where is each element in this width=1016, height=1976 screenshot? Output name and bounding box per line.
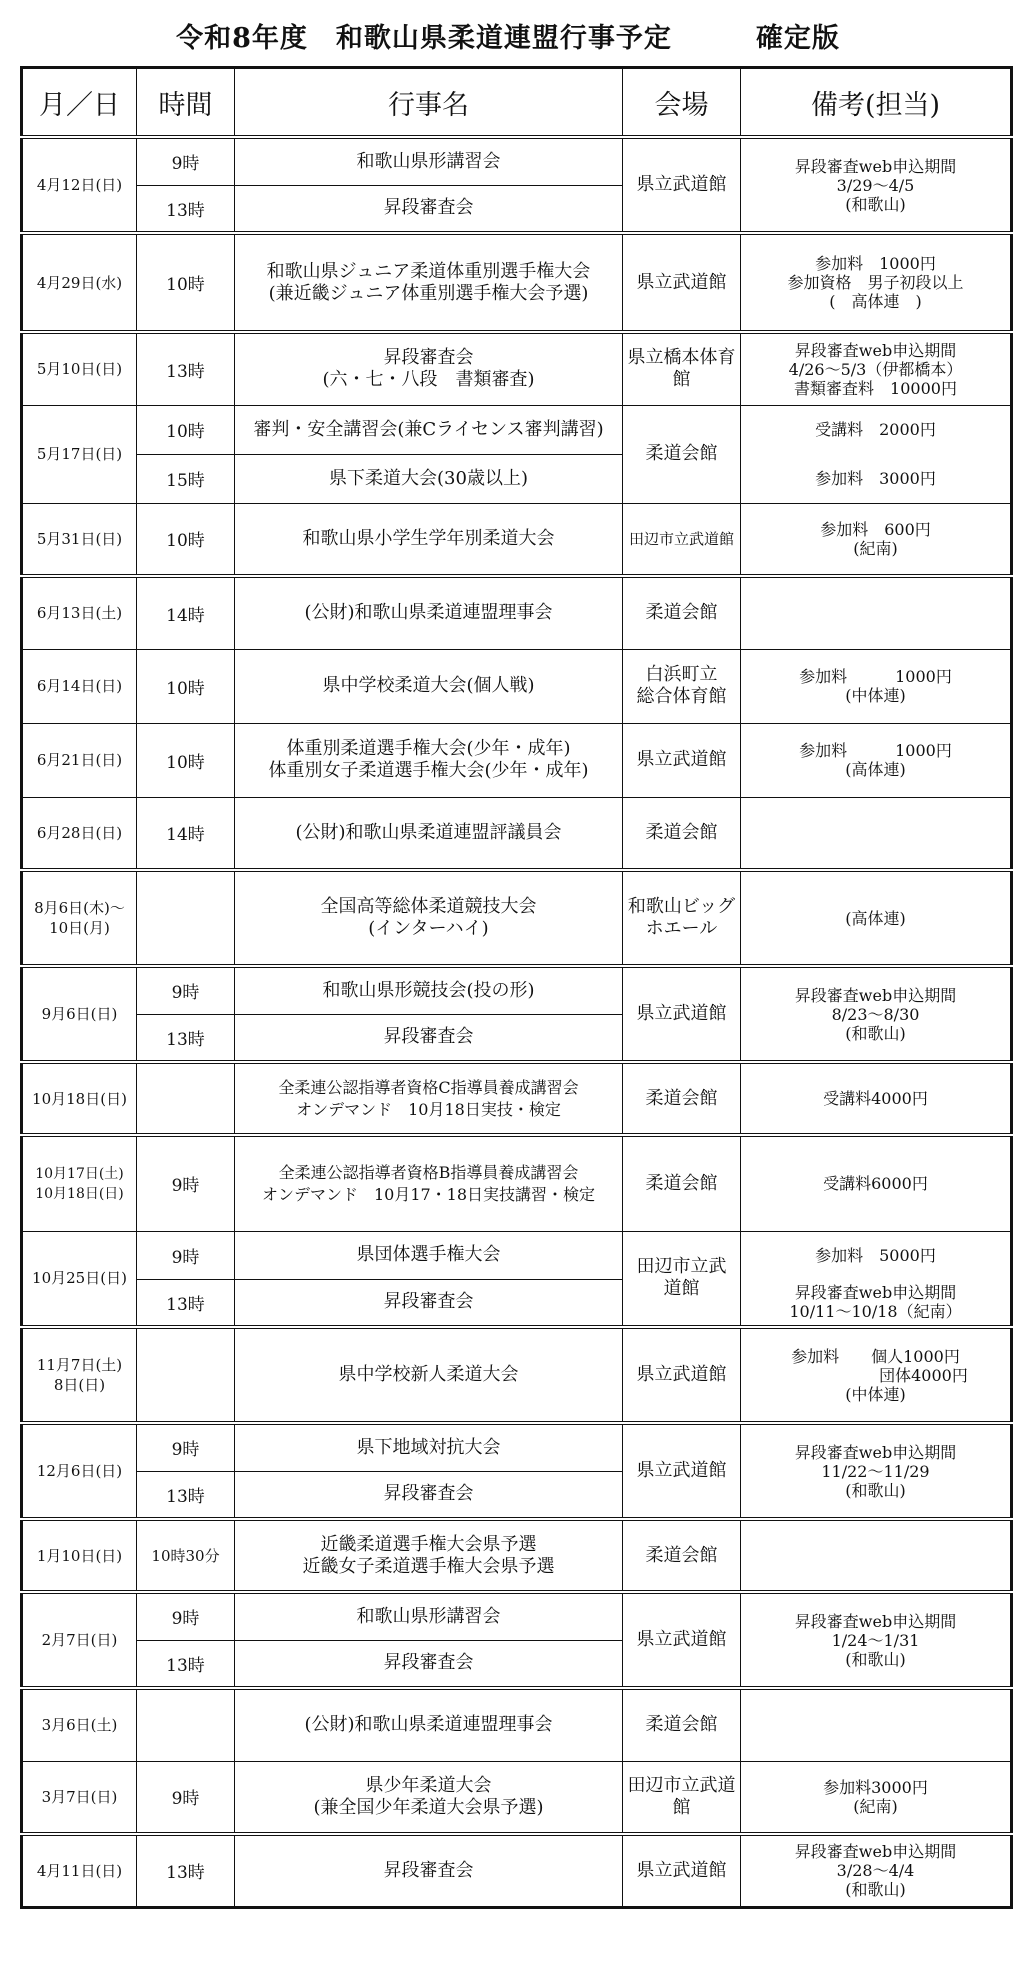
row-event: 昇段審査会	[235, 185, 623, 233]
table-row	[22, 1423, 1012, 1471]
row-venue: 県立武道館	[623, 1327, 741, 1423]
row-venue: 和歌山ビッグ ホエール	[623, 870, 741, 966]
row-event: 体重別柔道選手権大会(少年・成年) 体重別女子柔道選手権大会(少年・成年)	[235, 723, 623, 797]
table-row	[22, 1688, 1012, 1761]
table-row	[22, 797, 1012, 870]
row-venue: 柔道会館	[623, 576, 741, 649]
row-venue: 柔道会館	[623, 1062, 741, 1135]
row-venue: 県立武道館	[623, 233, 741, 332]
row-note: 受講料 2000円	[741, 405, 1012, 454]
row-date: 3月7日(日)	[22, 1761, 137, 1834]
row-note: 参加料 1000円 (中体連)	[741, 649, 1012, 723]
row-venue: 県立武道館	[623, 723, 741, 797]
row-date: 4月29日(水)	[22, 233, 137, 332]
row-note: 受講料4000円	[741, 1062, 1012, 1135]
row-date: 9月6日(日)	[22, 966, 137, 1062]
row-event: 和歌山県小学生学年別柔道大会	[235, 503, 623, 576]
row-time: 13時	[137, 1279, 235, 1327]
table-row	[22, 966, 1012, 1014]
row-note: 参加料 600円 (紀南)	[741, 503, 1012, 576]
row-event: 和歌山県ジュニア柔道体重別選手権大会 (兼近畿ジュニア体重別選手権大会予選)	[235, 233, 623, 332]
row-date: 6月21日(日)	[22, 723, 137, 797]
row-date: 11月7日(土) 8日(日)	[22, 1327, 137, 1423]
page-title: 令和8年度 和歌山県柔道連盟行事予定 確定版	[176, 23, 840, 54]
row-time	[137, 1327, 235, 1423]
header-event: 行事名	[235, 68, 623, 138]
row-time: 13時	[137, 1471, 235, 1519]
row-date: 8月6日(木)～ 10日(月)	[22, 870, 137, 966]
row-time: 9時	[137, 1231, 235, 1279]
row-venue: 柔道会館	[623, 1135, 741, 1231]
table-row	[22, 1761, 1012, 1834]
row-event: 県下柔道大会(30歳以上)	[235, 454, 623, 503]
row-note	[741, 797, 1012, 870]
row-time: 10時	[137, 405, 235, 454]
header-row	[22, 68, 1012, 138]
table-row	[22, 870, 1012, 966]
row-time: 13時	[137, 1834, 235, 1907]
table-row	[22, 1592, 1012, 1640]
row-date: 5月17日(日)	[22, 405, 137, 503]
row-note: 参加料 5000円	[741, 1231, 1012, 1279]
header-note: 備考(担当)	[741, 68, 1012, 138]
row-date: 2月7日(日)	[22, 1592, 137, 1688]
table-row	[22, 1327, 1012, 1423]
table-row	[22, 137, 1012, 185]
table-row	[22, 1062, 1012, 1135]
table-row	[22, 649, 1012, 723]
row-venue: 県立武道館	[623, 966, 741, 1062]
row-venue: 県立武道館	[623, 1423, 741, 1519]
row-time: 10時30分	[137, 1519, 235, 1592]
row-time: 15時	[137, 454, 235, 503]
table-row	[22, 233, 1012, 332]
row-event: (公財)和歌山県柔道連盟理事会	[235, 576, 623, 649]
row-time: 13時	[137, 1014, 235, 1062]
row-note: 参加料3000円 (紀南)	[741, 1761, 1012, 1834]
row-event: 和歌山県形講習会	[235, 1592, 623, 1640]
row-date: 3月6日(土)	[22, 1688, 137, 1761]
table-row	[22, 405, 1012, 454]
row-event: 昇段審査会	[235, 1014, 623, 1062]
row-date: 12月6日(日)	[22, 1423, 137, 1519]
row-note: 参加料 個人1000円 団体4000円 (中体連)	[741, 1327, 1012, 1423]
row-event: 県団体選手権大会	[235, 1231, 623, 1279]
table-row	[22, 454, 1012, 503]
row-time: 10時	[137, 233, 235, 332]
row-event: 県少年柔道大会 (兼全国少年柔道大会県予選)	[235, 1761, 623, 1834]
table-row	[22, 332, 1012, 405]
row-venue: 県立橋本体育 館	[623, 332, 741, 405]
row-time: 10時	[137, 649, 235, 723]
row-event: (公財)和歌山県柔道連盟理事会	[235, 1688, 623, 1761]
row-date: 5月10日(日)	[22, 332, 137, 405]
row-time: 9時	[137, 1592, 235, 1640]
header-date: 月／日	[22, 68, 137, 138]
row-event: 全柔連公認指導者資格B指導員養成講習会 オンデマンド 10月17・18日実技講習・検定	[235, 1135, 623, 1231]
row-time: 9時	[137, 1135, 235, 1231]
row-date: 6月28日(日)	[22, 797, 137, 870]
row-time: 9時	[137, 1761, 235, 1834]
row-venue: 田辺市立武道館	[623, 503, 741, 576]
row-note: 昇段審査web申込期間 10/11～10/18（紀南）	[741, 1279, 1012, 1327]
row-time: 14時	[137, 576, 235, 649]
row-event: 和歌山県形競技会(投の形)	[235, 966, 623, 1014]
row-time: 13時	[137, 332, 235, 405]
row-note	[741, 576, 1012, 649]
row-event: 全国高等総体柔道競技大会 (インターハイ)	[235, 870, 623, 966]
header-venue: 会場	[623, 68, 741, 138]
row-note: 参加料 3000円	[741, 454, 1012, 503]
row-time	[137, 870, 235, 966]
row-time: 9時	[137, 137, 235, 185]
row-note	[741, 1688, 1012, 1761]
row-venue: 白浜町立 総合体育館	[623, 649, 741, 723]
row-venue: 田辺市立武道 館	[623, 1761, 741, 1834]
row-note: 昇段審査web申込期間 1/24～1/31 (和歌山)	[741, 1592, 1012, 1688]
row-note: 昇段審査web申込期間 3/28～4/4 (和歌山)	[741, 1834, 1012, 1907]
table-row	[22, 1279, 1012, 1327]
row-venue: 県立武道館	[623, 1592, 741, 1688]
row-venue: 田辺市立武 道館	[623, 1231, 741, 1327]
row-event: 近畿柔道選手権大会県予選 近畿女子柔道選手権大会県予選	[235, 1519, 623, 1592]
row-event: 昇段審査会	[235, 1640, 623, 1688]
row-note: 受講料6000円	[741, 1135, 1012, 1231]
table-row	[22, 723, 1012, 797]
row-time: 13時	[137, 1640, 235, 1688]
row-date: 6月14日(日)	[22, 649, 137, 723]
row-event: 昇段審査会	[235, 1834, 623, 1907]
row-note: 参加料 1000円 (高体連)	[741, 723, 1012, 797]
row-event: 県下地域対抗大会	[235, 1423, 623, 1471]
row-event: (公財)和歌山県柔道連盟評議員会	[235, 797, 623, 870]
row-event: 審判・安全講習会(兼Cライセンス審判講習)	[235, 405, 623, 454]
schedule-table	[20, 66, 1013, 1909]
table-row	[22, 1135, 1012, 1231]
row-venue: 柔道会館	[623, 797, 741, 870]
row-time: 10時	[137, 503, 235, 576]
row-time	[137, 1688, 235, 1761]
row-date: 10月17日(土) 10月18日(日)	[22, 1135, 137, 1231]
table-row	[22, 1231, 1012, 1279]
row-event: 全柔連公認指導者資格C指導員養成講習会 オンデマンド 10月18日実技・検定	[235, 1062, 623, 1135]
row-event: 和歌山県形講習会	[235, 137, 623, 185]
row-time: 10時	[137, 723, 235, 797]
table-row	[22, 1834, 1012, 1907]
table-row	[22, 576, 1012, 649]
row-note: 昇段審査web申込期間 4/26～5/3（伊都橋本） 書類審査料 10000円	[741, 332, 1012, 405]
row-time: 14時	[137, 797, 235, 870]
row-date: 10月18日(日)	[22, 1062, 137, 1135]
row-venue: 柔道会館	[623, 1688, 741, 1761]
row-venue: 県立武道館	[623, 137, 741, 233]
row-venue: 柔道会館	[623, 405, 741, 503]
table-row	[22, 503, 1012, 576]
row-time: 13時	[137, 185, 235, 233]
row-time: 9時	[137, 966, 235, 1014]
header-time: 時間	[137, 68, 235, 138]
row-event: 昇段審査会	[235, 1471, 623, 1519]
row-date: 4月11日(日)	[22, 1834, 137, 1907]
row-event: 昇段審査会	[235, 1279, 623, 1327]
row-event: 県中学校柔道大会(個人戦)	[235, 649, 623, 723]
row-venue: 柔道会館	[623, 1519, 741, 1592]
row-date: 6月13日(土)	[22, 576, 137, 649]
row-date: 1月10日(日)	[22, 1519, 137, 1592]
row-date: 4月12日(日)	[22, 137, 137, 233]
row-event: 県中学校新人柔道大会	[235, 1327, 623, 1423]
table-row	[22, 1519, 1012, 1592]
row-note: 昇段審査web申込期間 8/23～8/30 (和歌山)	[741, 966, 1012, 1062]
row-note: 昇段審査web申込期間 11/22～11/29 (和歌山)	[741, 1423, 1012, 1519]
row-time	[137, 1062, 235, 1135]
row-note: (高体連)	[741, 870, 1012, 966]
row-time: 9時	[137, 1423, 235, 1471]
row-date: 5月31日(日)	[22, 503, 137, 576]
row-note	[741, 1519, 1012, 1592]
row-date: 10月25日(日)	[22, 1231, 137, 1327]
row-venue: 県立武道館	[623, 1834, 741, 1907]
row-event: 昇段審査会 (六・七・八段 書類審査)	[235, 332, 623, 405]
row-note: 参加料 1000円 参加資格 男子初段以上 ( 高体連 )	[741, 233, 1012, 332]
row-note: 昇段審査web申込期間 3/29～4/5 (和歌山)	[741, 137, 1012, 233]
